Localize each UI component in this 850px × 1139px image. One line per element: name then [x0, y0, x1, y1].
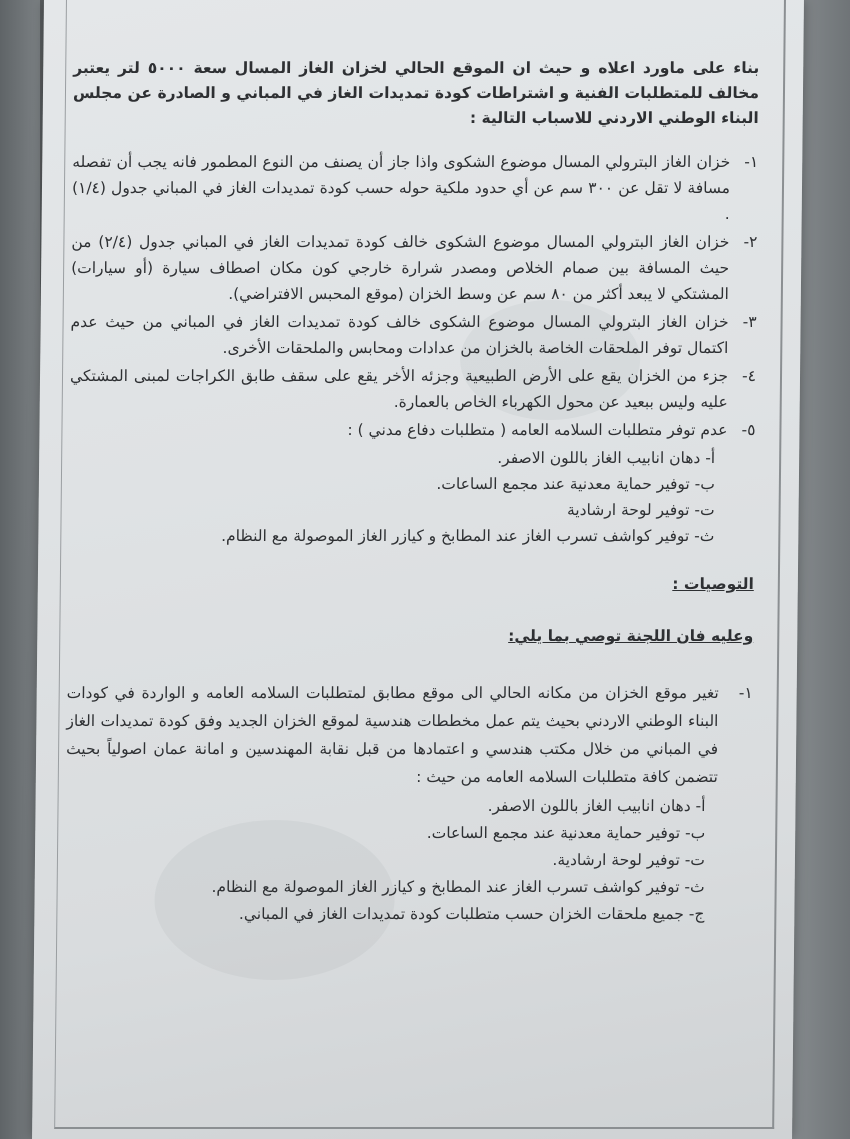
reason-number: ١- — [744, 153, 759, 171]
reason-number: ٣- — [742, 313, 757, 331]
reason-text: خزان الغاز البترولي المسال موضوع الشكوى خالف كودة تمديدات الغاز في المباني من حيث عدم اكتمال توفر الملحقات الخاصة بالخزان من عدادات ومحابس والملحقات الأخرى. — [70, 313, 729, 357]
reason-number: ٥- — [741, 421, 756, 439]
reason-number: ٤- — [742, 367, 757, 385]
reason-number: ٢- — [743, 233, 758, 251]
reason-item — [72, 149, 759, 227]
recommendation-text: تغير موقع الخزان من مكانه الحالي الى موقع مطابق لمتطلبات السلامه العامه و الواردة في كودات البناء الوطني الاردني بحيث يتم عمل مخططات هندسية لموقع الخزان الجديد وفق كودة تمديدات الغاز في المباني من خلال مكتب هندسي و اعتمادها من قبل نقابة المهندسين و امانة عمان اصولياً بحيث تتضمن كافة متطلبات السلامه العامه من حيث : — [66, 684, 719, 786]
reason-item — [70, 363, 757, 415]
safety-item: ب- توفير حماية معدنية عند مجمع الساعات. — [436, 475, 715, 493]
safety-item: أ- دهان انابيب الغاز باللون الاصفر. — [497, 449, 716, 467]
recommendations-heading: التوصيات : — [672, 575, 754, 593]
recommendation-subitem: ب- توفير حماية معدنية عند مجمع الساعات. — [426, 824, 706, 842]
committee-heading: وعليه فان اللجنة توصي بما يلي: — [508, 627, 754, 645]
reason-text: جزء من الخزان يقع على الأرض الطبيعية وجزئه الأخر يقع على سقف طابق الكراجات لمبنى المشتكي عليه وليس ببعيد عن محول الكهرباء الخاص بالعمارة. — [69, 367, 729, 411]
reason-item — [71, 229, 758, 307]
recommendation-number: ١- — [738, 684, 753, 702]
recommendation-item — [66, 679, 753, 791]
recommendation-sublist — [64, 793, 751, 928]
safety-item: ت- توفير لوحة ارشادية — [566, 501, 715, 519]
recommendation-subitem: ج- جميع ملحقات الخزان حسب متطلبات كودة تمديدات الغاز في المباني. — [238, 905, 705, 923]
reason-text: عدم توفر متطلبات السلامه العامه ( متطلبات دفاع مدني ) : — [347, 421, 728, 439]
reason-item — [69, 417, 755, 443]
recommendation-subitem: ت- توفير لوحة ارشادية. — [552, 851, 706, 869]
safety-sublist — [68, 445, 755, 549]
reason-text: خزان الغاز البترولي المسال موضوع الشكوى خالف كودة تمديدات الغاز في المباني جدول (٢/٤) من حيث المسافة بين صمام الخلاص ومصدر شرارة خارجي كون مكان اصطاف سيارة (أو سيارات) المشتكي لا يبعد أكثر من ٨٠ سم عن وسط الخزان (موقع المحبس الافتراضي). — [71, 233, 730, 303]
recommendation-subitem: ث- توفير كواشف تسرب الغاز عند المطابخ و كيازر الغاز الموصولة مع النظام. — [211, 878, 705, 896]
safety-item: ث- توفير كواشف تسرب الغاز عند المطابخ و كيازر الغاز الموصولة مع النظام. — [221, 527, 715, 545]
recommendation-subitem: أ- دهان انابيب الغاز باللون الاصفر. — [487, 797, 706, 815]
document-page — [32, 0, 804, 1139]
reasons-list — [68, 149, 758, 549]
document-body — [64, 56, 759, 928]
reason-text: خزان الغاز البترولي المسال موضوع الشكوى واذا جاز أن يصنف من النوع المطمور فانه يجب أن تفصله مسافة لا تقل عن ٣٠٠ سم عن أي حدود ملكية حوله حسب كودة تمديدات الغاز في المباني جدول (١/٤) . — [71, 153, 731, 223]
reason-item — [70, 309, 757, 361]
intro-paragraph: بناء على ماورد اعلاه و حيث ان الموقع الحالي لخزان الغاز المسال سعة ٥٠٠٠ لتر يعتبر مخالف للمتطلبات الفنية و اشتراطات كودة تمديدات الغاز في المباني و الصادرة عن مجلس البناء الوطني الاردني للاسباب التالية : — [72, 59, 760, 127]
